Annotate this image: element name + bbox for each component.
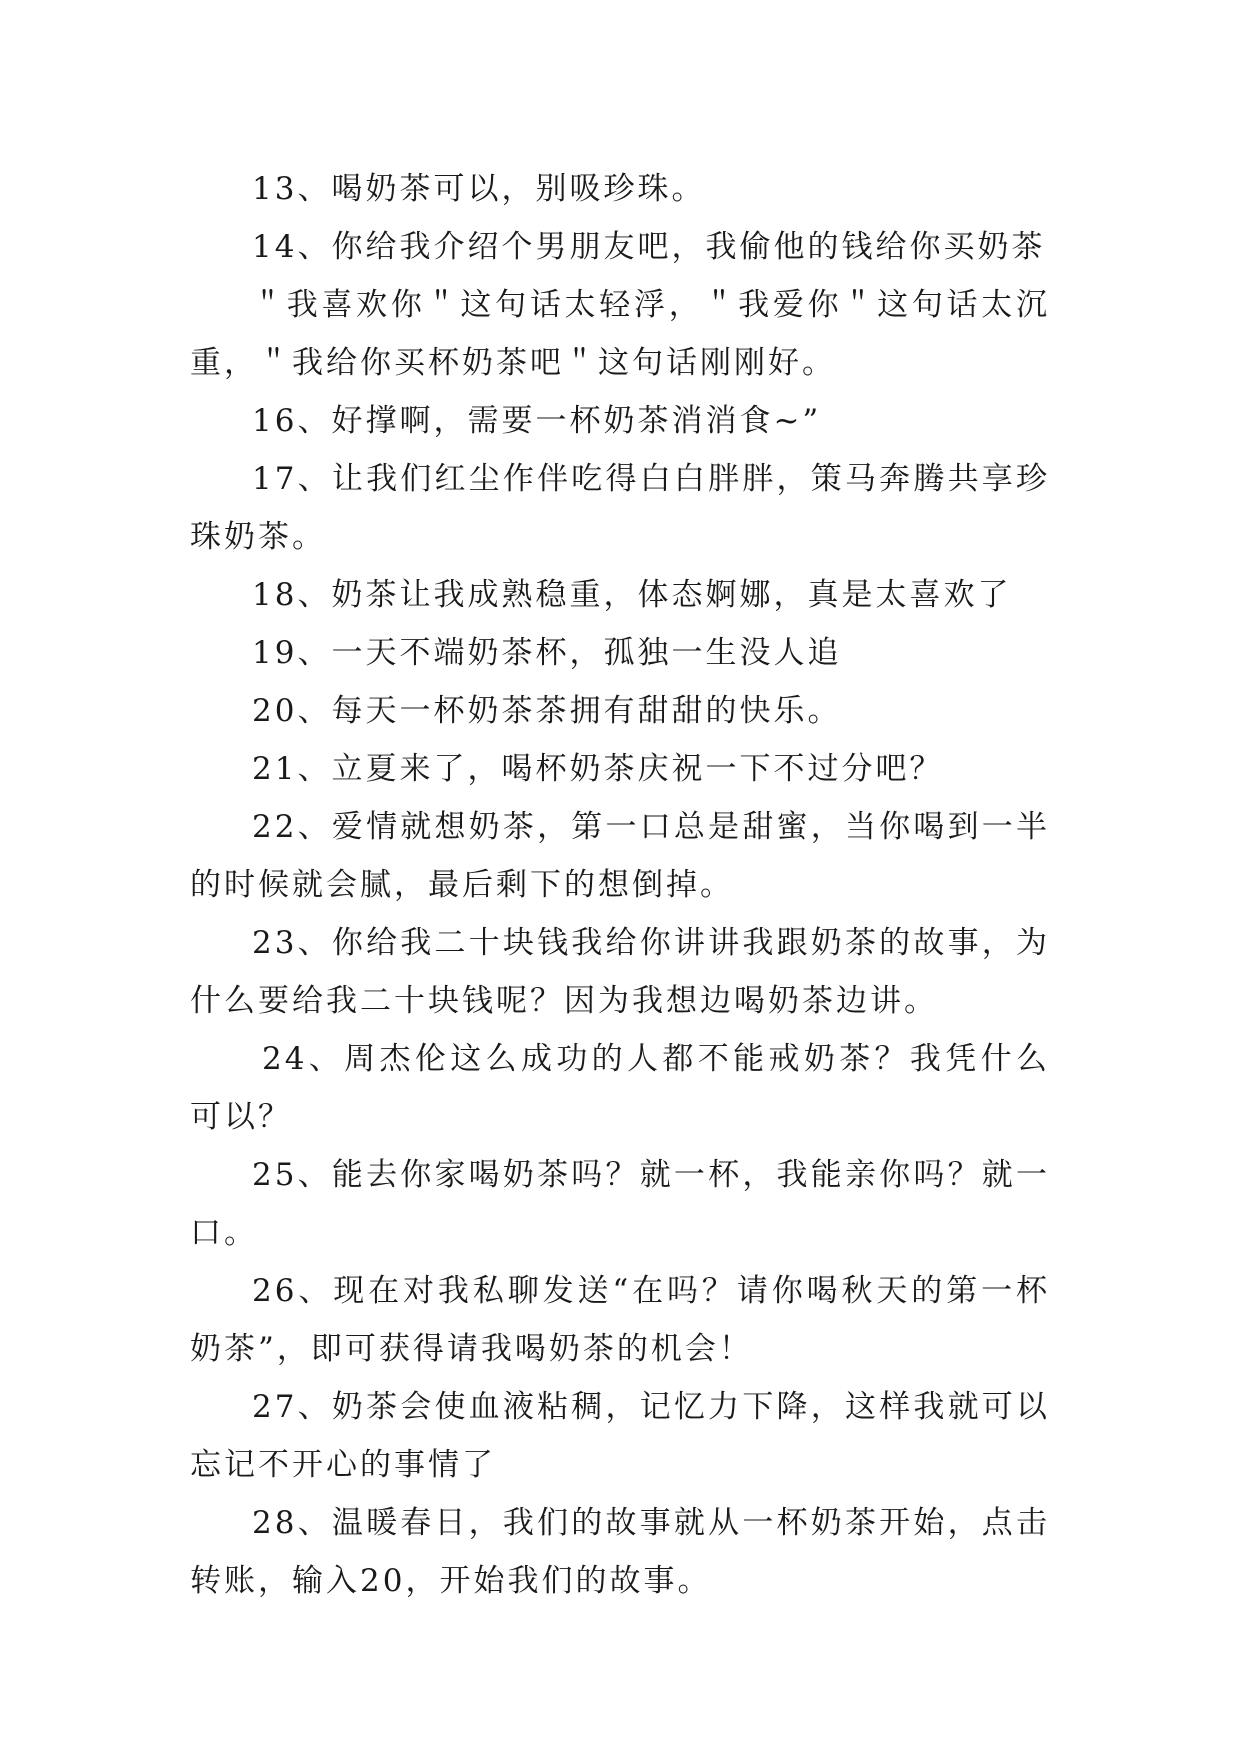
paragraph-14: 14、你给我介绍个男朋友吧，我偷他的钱给你买奶茶 — [252, 229, 1046, 265]
paragraph-27: 27、奶茶会使血液粘稠，记忆力下降，这样我就可以忘记不开心的事情了 — [190, 1389, 1050, 1483]
document-body — [190, 160, 1050, 1610]
paragraph-20: 20、每天一杯奶茶茶拥有甜甜的快乐。 — [252, 693, 842, 729]
paragraph-28: 28、温暖春日，我们的故事就从一杯奶茶开始，点击转账，输入20，开始我们的故事。 — [190, 1505, 1050, 1599]
paragraph-18: 18、奶茶让我成熟稳重，体态婀娜，真是太喜欢了 — [252, 577, 1012, 613]
paragraph-26: 26、现在对我私聊发送“在吗？请你喝秋天的第一杯奶茶”，即可获得请我喝奶茶的机会！ — [190, 1273, 1050, 1367]
paragraph-24: 24、周杰伦这么成功的人都不能戒奶茶？我凭什么可以？ — [190, 1041, 1050, 1135]
paragraph-25: 25、能去你家喝奶茶吗？就一杯，我能亲你吗？就一口。 — [190, 1157, 1050, 1251]
paragraph-13: 13、喝奶茶可以，别吸珍珠。 — [252, 171, 706, 207]
paragraph-15: ＂我喜欢你＂这句话太轻浮，＂我爱你＂这句话太沉重，＂我给你买杯奶茶吧＂这句话刚刚好。 — [190, 287, 1050, 381]
paragraph-21: 21、立夏来了，喝杯奶茶庆祝一下不过分吧？ — [252, 751, 944, 787]
paragraph-19: 19、一天不端奶茶杯，孤独一生没人追 — [252, 635, 842, 671]
paragraph-23: 23、你给我二十块钱我给你讲讲我跟奶茶的故事，为什么要给我二十块钱呢？因为我想边喝奶茶边讲。 — [190, 925, 1050, 1019]
paragraph-17: 17、让我们红尘作伴吃得白白胖胖，策马奔腾共享珍珠奶茶。 — [190, 461, 1050, 555]
paragraph-16: 16、好撑啊，需要一杯奶茶消消食~” — [252, 403, 822, 439]
paragraph-22: 22、爱情就想奶茶，第一口总是甜蜜，当你喝到一半的时候就会腻，最后剩下的想倒掉。 — [190, 809, 1050, 903]
